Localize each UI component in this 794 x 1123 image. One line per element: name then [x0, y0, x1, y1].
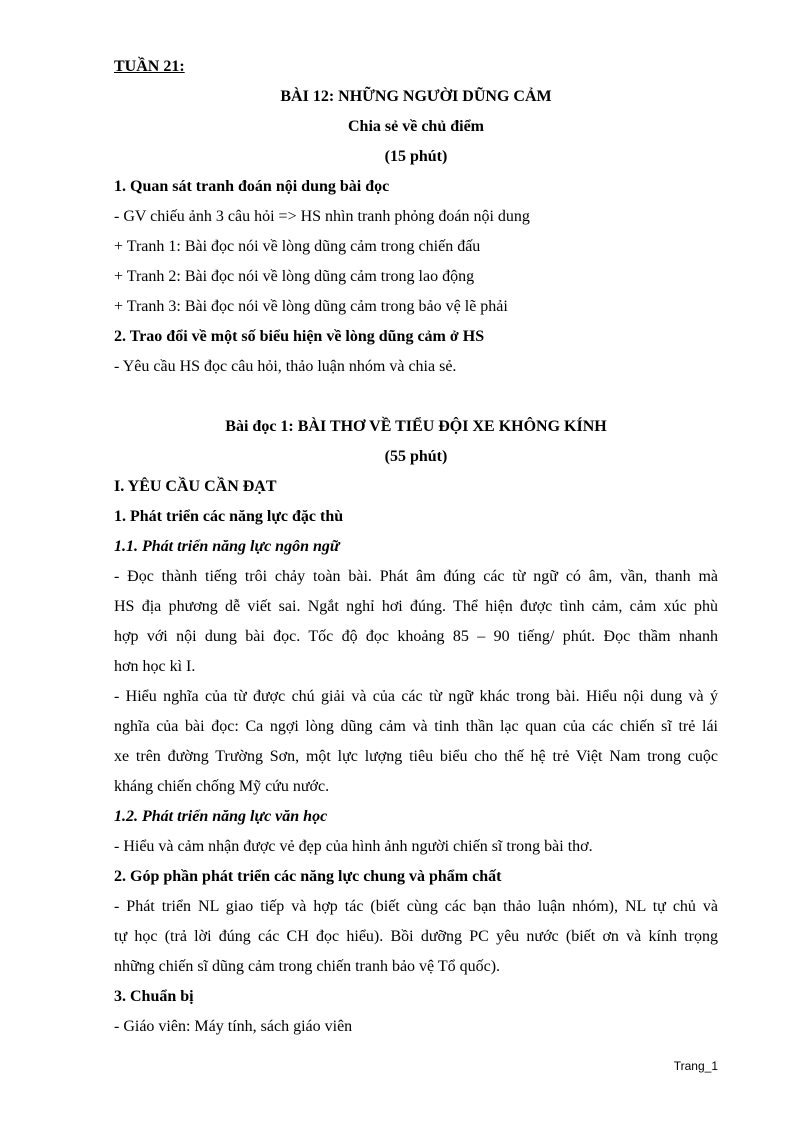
share-line: - Yêu cầu HS đọc câu hỏi, thảo luận nhóm và chia sẻ. — [114, 358, 457, 375]
spacer — [114, 382, 718, 412]
paragraph-line: hợp với nội dung bài đọc. Tốc độ đọc khoảng 85 – 90 tiếng/ phút. Đọc thầm nhanh — [114, 628, 718, 645]
paragraph-line: HS địa phương dễ viết sai. Ngắt nghỉ hơi đúng. Thể hiện được tình cảm, cảm xúc phù — [114, 598, 718, 615]
share-heading-1: 1. Quan sát tranh đoán nội dung bài đọc — [114, 178, 390, 195]
paragraph-general-skills — [114, 892, 718, 982]
subsubsection-heading: 1.2. Phát triển năng lực văn học — [114, 808, 328, 825]
week-label: TUẦN 21: — [114, 58, 185, 75]
paragraph-line: hơn học kì I. — [114, 658, 196, 675]
subsubsection-heading: 1.1. Phát triển năng lực ngôn ngữ — [114, 538, 340, 555]
paragraph-line: tự học (trả lời đúng các CH đọc hiểu). Bồi dưỡng PC yêu nước (biết ơn và kính trọng — [114, 928, 718, 945]
paragraph-line: - Giáo viên: Máy tính, sách giáo viên — [114, 1018, 353, 1035]
paragraph-line: nghĩa của bài đọc: Ca ngợi lòng dũng cảm và tinh thần lạc quan của các chiến sĩ trẻ lái — [114, 718, 718, 735]
section-heading: I. YÊU CẦU CẦN ĐẠT — [114, 478, 277, 495]
paragraph-line: - Hiểu và cảm nhận được vẻ đẹp của hình ảnh người chiến sĩ trong bài thơ. — [114, 838, 593, 855]
paragraph-line: những chiến sĩ dũng cảm trong chiến tranh bảo vệ Tổ quốc). — [114, 958, 501, 975]
paragraph-line: - Đọc thành tiếng trôi chảy toàn bài. Phát âm đúng các từ ngữ có âm, vần, thanh mà — [114, 568, 718, 585]
paragraph-line: - Phát triển NL giao tiếp và hợp tác (biết cùng các bạn thảo luận nhóm), NL tự chủ và — [114, 898, 718, 915]
document-page — [114, 52, 718, 1042]
reading-time: (55 phút) — [384, 448, 448, 465]
subsection-heading: 2. Góp phần phát triển các năng lực chung và phẩm chất — [114, 868, 502, 885]
paragraph-line: kháng chiến chống Mỹ cứu nước. — [114, 778, 330, 795]
reading-title: Bài đọc 1: BÀI THƠ VỀ TIỂU ĐỘI XE KHÔNG KÍNH — [225, 418, 607, 435]
paragraph-line: - Hiểu nghĩa của từ được chú giải và của các từ ngữ khác trong bài. Hiểu nội dung và ý — [114, 688, 718, 705]
subsection-heading: 1. Phát triển các năng lực đặc thù — [114, 508, 344, 525]
share-line: + Tranh 3: Bài đọc nói về lòng dũng cảm trong bảo vệ lẽ phải — [114, 298, 508, 315]
page-number: Trang_1 — [673, 1059, 718, 1073]
share-line: - GV chiếu ảnh 3 câu hỏi => HS nhìn tranh phỏng đoán nội dung — [114, 208, 530, 225]
topic-time: (15 phút) — [384, 148, 448, 165]
lesson-title: BÀI 12: NHỮNG NGƯỜI DŨNG CẢM — [280, 88, 552, 105]
paragraph-comprehension — [114, 682, 718, 802]
topic-title: Chia sẻ về chủ điểm — [348, 118, 484, 135]
share-heading-2: 2. Trao đổi về một số biểu hiện về lòng dũng cảm ở HS — [114, 328, 485, 345]
subsection-heading: 3. Chuẩn bị — [114, 988, 194, 1005]
share-line: + Tranh 1: Bài đọc nói về lòng dũng cảm trong chiến đấu — [114, 238, 481, 255]
paragraph-line: xe trên đường Trường Sơn, một lực lượng tiêu biểu cho thế hệ trẻ Việt Nam trong cuộc — [114, 748, 718, 765]
share-line: + Tranh 2: Bài đọc nói về lòng dũng cảm trong lao động — [114, 268, 475, 285]
paragraph-reading-skills — [114, 562, 718, 682]
